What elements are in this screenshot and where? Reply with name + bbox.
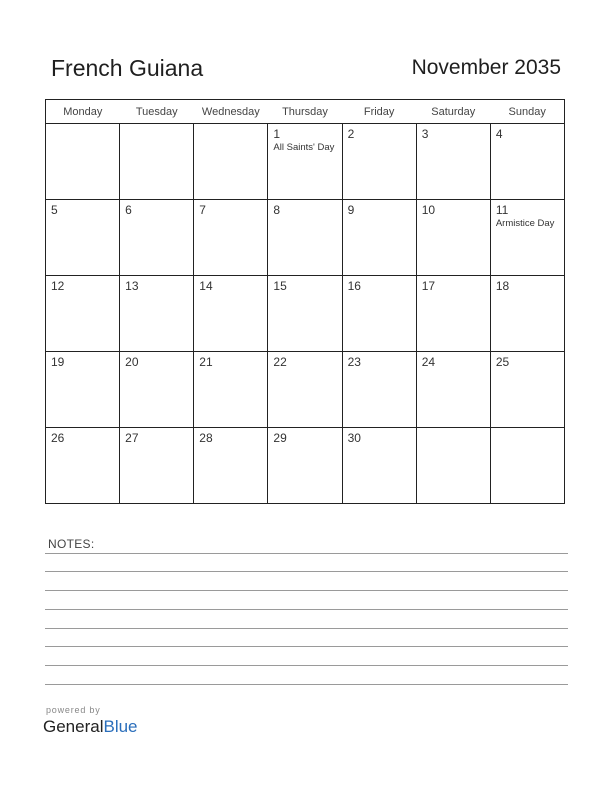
day-cell	[342, 124, 416, 200]
day-cell	[46, 428, 120, 504]
powered-by-text: powered by	[46, 705, 101, 715]
week-row	[46, 428, 565, 504]
day-number: 12	[51, 279, 65, 293]
week-row	[46, 200, 565, 276]
note-line	[45, 684, 568, 685]
brand-general-text: General	[43, 717, 104, 736]
day-cell	[46, 276, 120, 352]
week-row	[46, 124, 565, 200]
holiday-label: All Saints' Day	[273, 142, 335, 153]
day-cell	[416, 200, 490, 276]
day-number: 5	[51, 203, 58, 217]
day-cell	[268, 352, 342, 428]
week-row	[46, 352, 565, 428]
day-cell	[416, 124, 490, 200]
day-cell	[416, 352, 490, 428]
day-number: 3	[421, 127, 429, 141]
day-number: 17	[421, 279, 436, 293]
day-number: 14	[199, 279, 213, 293]
day-cell	[46, 200, 120, 276]
note-line	[45, 665, 568, 666]
note-line	[45, 553, 568, 554]
day-number: 30	[347, 431, 361, 445]
day-cell	[120, 428, 194, 504]
day-number: 7	[199, 203, 206, 217]
weekday-wednesday: Wednesday	[194, 100, 268, 124]
note-line	[45, 590, 568, 591]
day-cell	[120, 352, 194, 428]
note-line	[45, 571, 568, 572]
day-cell	[490, 428, 564, 504]
day-number: 25	[495, 355, 510, 369]
day-cell	[120, 124, 194, 200]
day-number: 20	[125, 355, 139, 369]
day-number: 24	[421, 355, 436, 369]
day-number: 16	[347, 279, 361, 293]
day-number: 2	[347, 127, 355, 141]
brand-blue-text: Blue	[103, 717, 138, 736]
weekday-saturday: Saturday	[416, 100, 490, 124]
day-number: 6	[125, 203, 132, 217]
day-cell	[490, 124, 564, 200]
day-number: 10	[421, 203, 436, 217]
day-number: 29	[273, 431, 287, 445]
day-number: 18	[495, 279, 510, 293]
day-cell	[416, 276, 490, 352]
day-cell	[268, 428, 342, 504]
day-cell	[490, 352, 564, 428]
day-number: 22	[273, 355, 287, 369]
weekday-tuesday: Tuesday	[120, 100, 194, 124]
weekday-friday: Friday	[342, 100, 416, 124]
day-cell	[490, 200, 564, 276]
day-number: 1	[273, 127, 281, 141]
day-cell	[194, 352, 268, 428]
day-number: 23	[347, 355, 361, 369]
week-row	[46, 276, 565, 352]
note-line	[45, 646, 568, 647]
note-line	[45, 628, 568, 629]
day-cell	[416, 428, 490, 504]
weekday-monday: Monday	[46, 100, 120, 124]
day-number: 13	[125, 279, 139, 293]
day-cell	[342, 200, 416, 276]
generalblue-logo	[43, 717, 138, 737]
day-cell	[120, 276, 194, 352]
day-cell	[268, 276, 342, 352]
day-number: 19	[51, 355, 65, 369]
day-cell	[490, 276, 564, 352]
page-title-month: November 2035	[411, 56, 561, 79]
day-cell	[46, 124, 120, 200]
day-number: 4	[495, 127, 503, 141]
weekday-sunday: Sunday	[490, 100, 564, 124]
day-number: 28	[199, 431, 213, 445]
day-cell	[194, 200, 268, 276]
calendar-grid	[45, 99, 565, 504]
day-cell	[46, 352, 120, 428]
holiday-label: Armistice Day	[495, 218, 555, 229]
day-number: 21	[199, 355, 213, 369]
weekday-thursday: Thursday	[268, 100, 342, 124]
page-title-country: French Guiana	[51, 55, 204, 81]
day-cell	[194, 124, 268, 200]
note-line	[45, 609, 568, 610]
day-number: 11	[495, 203, 509, 217]
day-number: 26	[51, 431, 65, 445]
day-number: 27	[125, 431, 139, 445]
day-number: 15	[273, 279, 287, 293]
day-cell	[194, 428, 268, 504]
day-cell	[342, 352, 416, 428]
notes-label: NOTES:	[48, 537, 95, 551]
day-number: 8	[273, 203, 281, 217]
day-cell	[342, 276, 416, 352]
day-cell	[268, 124, 342, 200]
day-cell	[120, 200, 194, 276]
day-cell	[342, 428, 416, 504]
day-cell	[268, 200, 342, 276]
day-number: 9	[347, 203, 355, 217]
day-cell	[194, 276, 268, 352]
weekday-header-row	[46, 100, 565, 124]
